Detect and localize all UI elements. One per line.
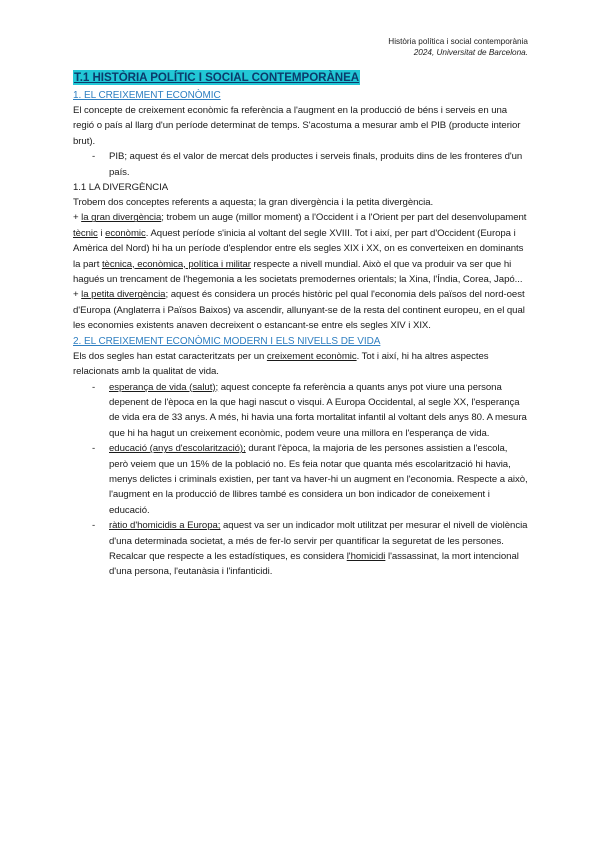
text-span: Els dos segles han estat caracteritzats per un — [73, 350, 267, 362]
term-tecnica-economica: tècnica, econòmica, política i militar — [101, 258, 251, 270]
term-creixement-economic: creixement econòmic — [266, 350, 357, 362]
page-header — [388, 36, 528, 58]
text-span: durant l'època, la majoria de les persones assistien a l'escola, però veiem que un 15% de la població no. Es feia notar que quanta més escolarització hi havia, menys delictes i criminals existien, per tant va haver-hi un augment en l'economia. Respecte a això, l'augment en la producció de llibres també es considera un bon indicador de coneixement i educació. — [109, 443, 528, 516]
text-span: aquest concepte fa referència a quants anys pot viure una persona depenent de l'època en la que hagi nascut o visqui. A Europa Occidental, al segle XX, l'esperança de vida era de 33 anys. A més, hi havia una forta mortalitat infantil al voltant dels anys 80. A mesura que hi ha hagut un creixement econòmic, podem veure una millora en l'esperança de vida. — [109, 381, 527, 439]
text-span: i — [97, 227, 106, 239]
section-2-heading: 2. EL CREIXEMENT ECONÒMIC MODERN I ELS NIVELLS DE VIDA — [73, 335, 381, 347]
list-item: - PIB; aquest és el valor de mercat dels productes i serveis finals, produits dins de les fronteres d'un país. — [73, 149, 528, 180]
term-educacio: educació (anys d'escolarització); — [109, 443, 246, 455]
section-2-intro — [73, 349, 528, 380]
header-institution: 2024, Universitat de Barcelona. — [413, 48, 528, 57]
list-item-ratio-homicidis — [73, 518, 528, 580]
header-course: Història política i social contemporània — [388, 37, 528, 46]
section-2-list — [73, 380, 528, 580]
plus-marker: + — [73, 289, 82, 301]
text-span: . Aquest període s'inicia al voltant del segle XVIII. Tot i així, per part d'Occident (Europa i Amèrica del Nord) hi ha un període d'esplendor entre els segles XIX i XX, on es converteixen en dominants la part — [73, 227, 524, 270]
section-1-list — [73, 149, 528, 180]
section-1-paragraph: El concepte de creixement econòmic fa referència a l'augment en la producció de béns i serveis en una regió o país al llarg d'un període determinat de temps. S'acostuma a mesurar amb el PIB (producte interior brut). — [73, 105, 521, 147]
text-span: ; trobem un auge (millor moment) a l'Occident i a l'Orient per part del desenvolupament — [161, 212, 527, 224]
section-1-1-intro: Trobem dos conceptes referents a aquesta; la gran divergència i la petita divergència. — [73, 197, 434, 209]
petita-divergencia-paragraph — [73, 287, 528, 333]
plus-marker: + — [73, 212, 82, 224]
text-span: respecte a nivell mundial. Això el que va produir va ser que hi hagués un trencament de l'hegemonia a les societats premodernes orientals; la Xina, l'Índia, Corea, Japó... — [73, 258, 523, 286]
term-homicidi: l'homicidi — [346, 550, 386, 562]
term-ratio-homicidis: ràtio d'homicidis a Europa; — [109, 520, 221, 532]
list-item-educacio — [73, 441, 528, 518]
text-span: aquest va ser un indicador molt utilitzat per mesurar el nivell de violència d'una determinada societat, a més de fer-lo servir per quantificar la seguretat de les persones. Recalcar que respecte a les estadístiques, es considera — [109, 520, 528, 562]
text-span: ; aquest és considera un procés històric pel qual l'economia dels països del nord-oest d'Europa (Anglaterra i Països Baixos) va ascendir, allunyant-se de la resta del continent europeu, en el qual les economies existents anaven decreixent o estancant-se entre els segles XIV i XIX. — [73, 289, 525, 332]
gran-divergencia-paragraph — [73, 210, 528, 287]
term-petita-divergencia: la petita divergència — [81, 289, 166, 301]
document-title: T.1 HISTÒRIA POLÍTIC I SOCIAL CONTEMPORÀNEA — [74, 71, 360, 84]
document-body — [73, 68, 528, 580]
text-span: l'assassinat, la mort intencional d'una persona, l'eutanàsia i l'infanticidi. — [109, 550, 519, 578]
list-item-esperanca-vida — [73, 380, 528, 442]
term-economic: econòmic — [105, 227, 146, 239]
term-tecnic: tècnic — [73, 227, 98, 239]
section-1-heading: 1. EL CREIXEMENT ECONÒMIC — [73, 90, 221, 101]
term-gran-divergencia: la gran divergència — [81, 212, 162, 224]
term-esperanca-vida: esperança de vida (salut); — [109, 381, 219, 393]
text-span: . Tot i així, hi ha altres aspectes relacionats amb la qualitat de vida. — [73, 350, 489, 378]
section-1-1-heading: 1.1 LA DIVERGÈNCIA — [73, 182, 169, 194]
